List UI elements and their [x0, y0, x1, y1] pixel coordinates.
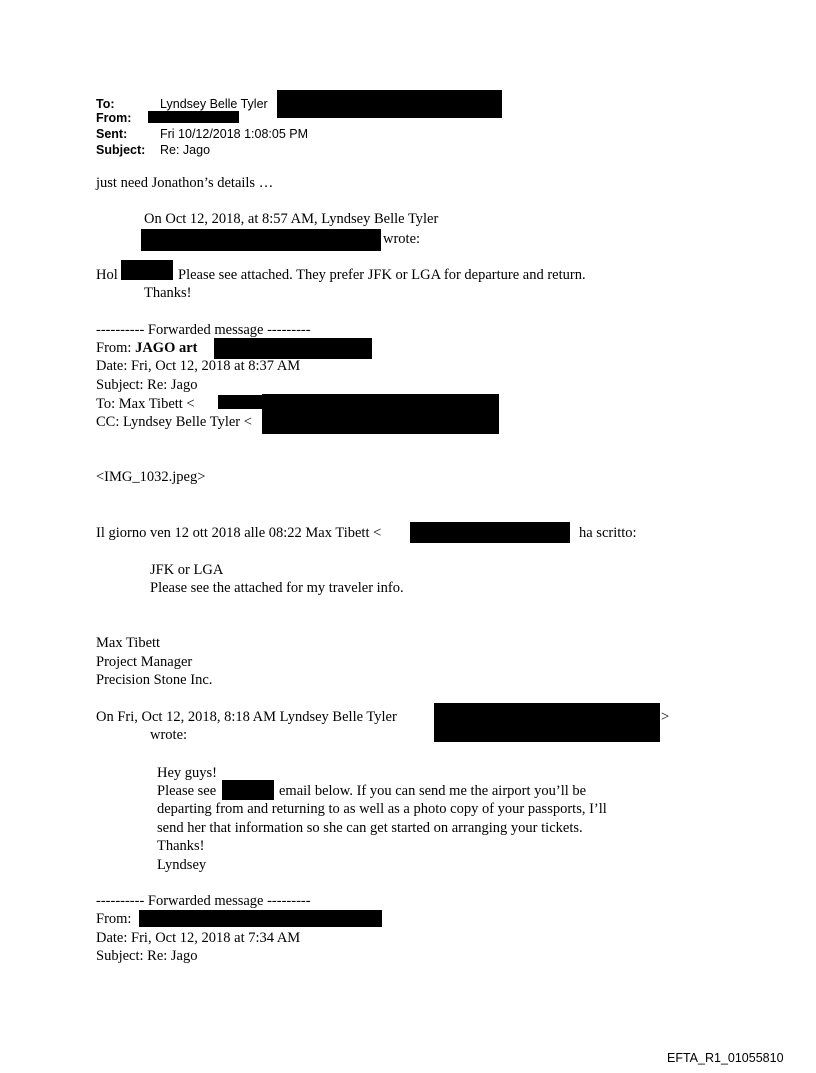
sent-value: Fri 10/12/2018 1:08:05 PM — [160, 127, 309, 141]
quote1-thanks: Thanks! — [144, 285, 192, 301]
lyndsey-line1-start: Please see — [157, 783, 217, 799]
quote1-wrote: wrote: — [383, 231, 421, 247]
quote2-wrote: wrote: — [150, 727, 188, 743]
quote2-gt: > — [661, 709, 670, 725]
redaction-block — [141, 229, 381, 251]
forward1-from — [96, 339, 198, 357]
sent-label: Sent: — [96, 127, 128, 141]
redaction-block — [277, 90, 502, 118]
max-message-line2: Please see the attached for my traveler info. — [150, 580, 404, 596]
quote1-line1: Please see attached. They prefer JFK or LGA for departure and return. — [178, 267, 586, 283]
lyndsey-thanks: Thanks! — [157, 838, 205, 854]
document-id: EFTA_R1_01055810 — [667, 1051, 784, 1065]
redaction-block — [139, 910, 382, 927]
redaction-block — [410, 522, 570, 543]
forward1-separator: ---------- Forwarded message --------- — [96, 322, 311, 338]
subject-label: Subject: — [96, 143, 146, 157]
redaction-block — [121, 260, 173, 280]
italian-header-end: ha scritto: — [579, 525, 637, 541]
signature-title: Project Manager — [96, 654, 193, 670]
forward1-from-label: From: — [96, 340, 132, 356]
quote2-intro: On Fri, Oct 12, 2018, 8:18 AM Lyndsey Belle Tyler — [96, 709, 397, 725]
signature-company: Precision Stone Inc. — [96, 672, 213, 688]
max-message-line1: JFK or LGA — [150, 562, 224, 578]
forward1-to: To: Max Tibett < — [96, 396, 195, 412]
italian-header-start: Il giorno ven 12 ott 2018 alle 08:22 Max Tibett < — [96, 525, 382, 541]
attachment-name: <IMG_1032.jpeg> — [96, 469, 206, 485]
from-label: From: — [96, 111, 132, 125]
to-label: To: — [96, 97, 115, 111]
forward1-date: Date: Fri, Oct 12, 2018 at 8:37 AM — [96, 358, 301, 374]
to-value: Lyndsey Belle Tyler — [160, 97, 268, 111]
lyndsey-greeting: Hey guys! — [157, 765, 218, 781]
forward2-from: From: — [96, 911, 132, 927]
quote1-intro: On Oct 12, 2018, at 8:57 AM, Lyndsey Belle Tyler — [144, 211, 439, 227]
redaction-block — [214, 338, 372, 359]
forward1-from-name: JAGO art — [135, 340, 198, 356]
forward2-separator: ---------- Forwarded message --------- — [96, 893, 311, 909]
quote1-greeting: Hol — [96, 267, 118, 283]
lyndsey-line1-end: email below. If you can send me the airport you’ll be — [279, 783, 587, 799]
forward1-subject: Subject: Re: Jago — [96, 377, 198, 393]
redaction-block — [262, 394, 499, 434]
redaction-block — [218, 395, 262, 409]
lyndsey-name: Lyndsey — [157, 857, 207, 873]
forward1-cc: CC: Lyndsey Belle Tyler < — [96, 414, 252, 430]
forward2-date: Date: Fri, Oct 12, 2018 at 7:34 AM — [96, 930, 301, 946]
subject-value: Re: Jago — [160, 143, 211, 157]
redaction-block — [222, 780, 274, 800]
lyndsey-line3: send her that information so she can get started on arranging your tickets. — [157, 820, 583, 836]
forward2-subject: Subject: Re: Jago — [96, 948, 198, 964]
reply-text: just need Jonathon’s details … — [96, 175, 274, 191]
lyndsey-line2: departing from and returning to as well as a photo copy of your passports, I’ll — [157, 801, 607, 817]
signature-name: Max Tibett — [96, 635, 161, 651]
redaction-block — [434, 703, 660, 742]
redaction-block — [148, 111, 239, 123]
